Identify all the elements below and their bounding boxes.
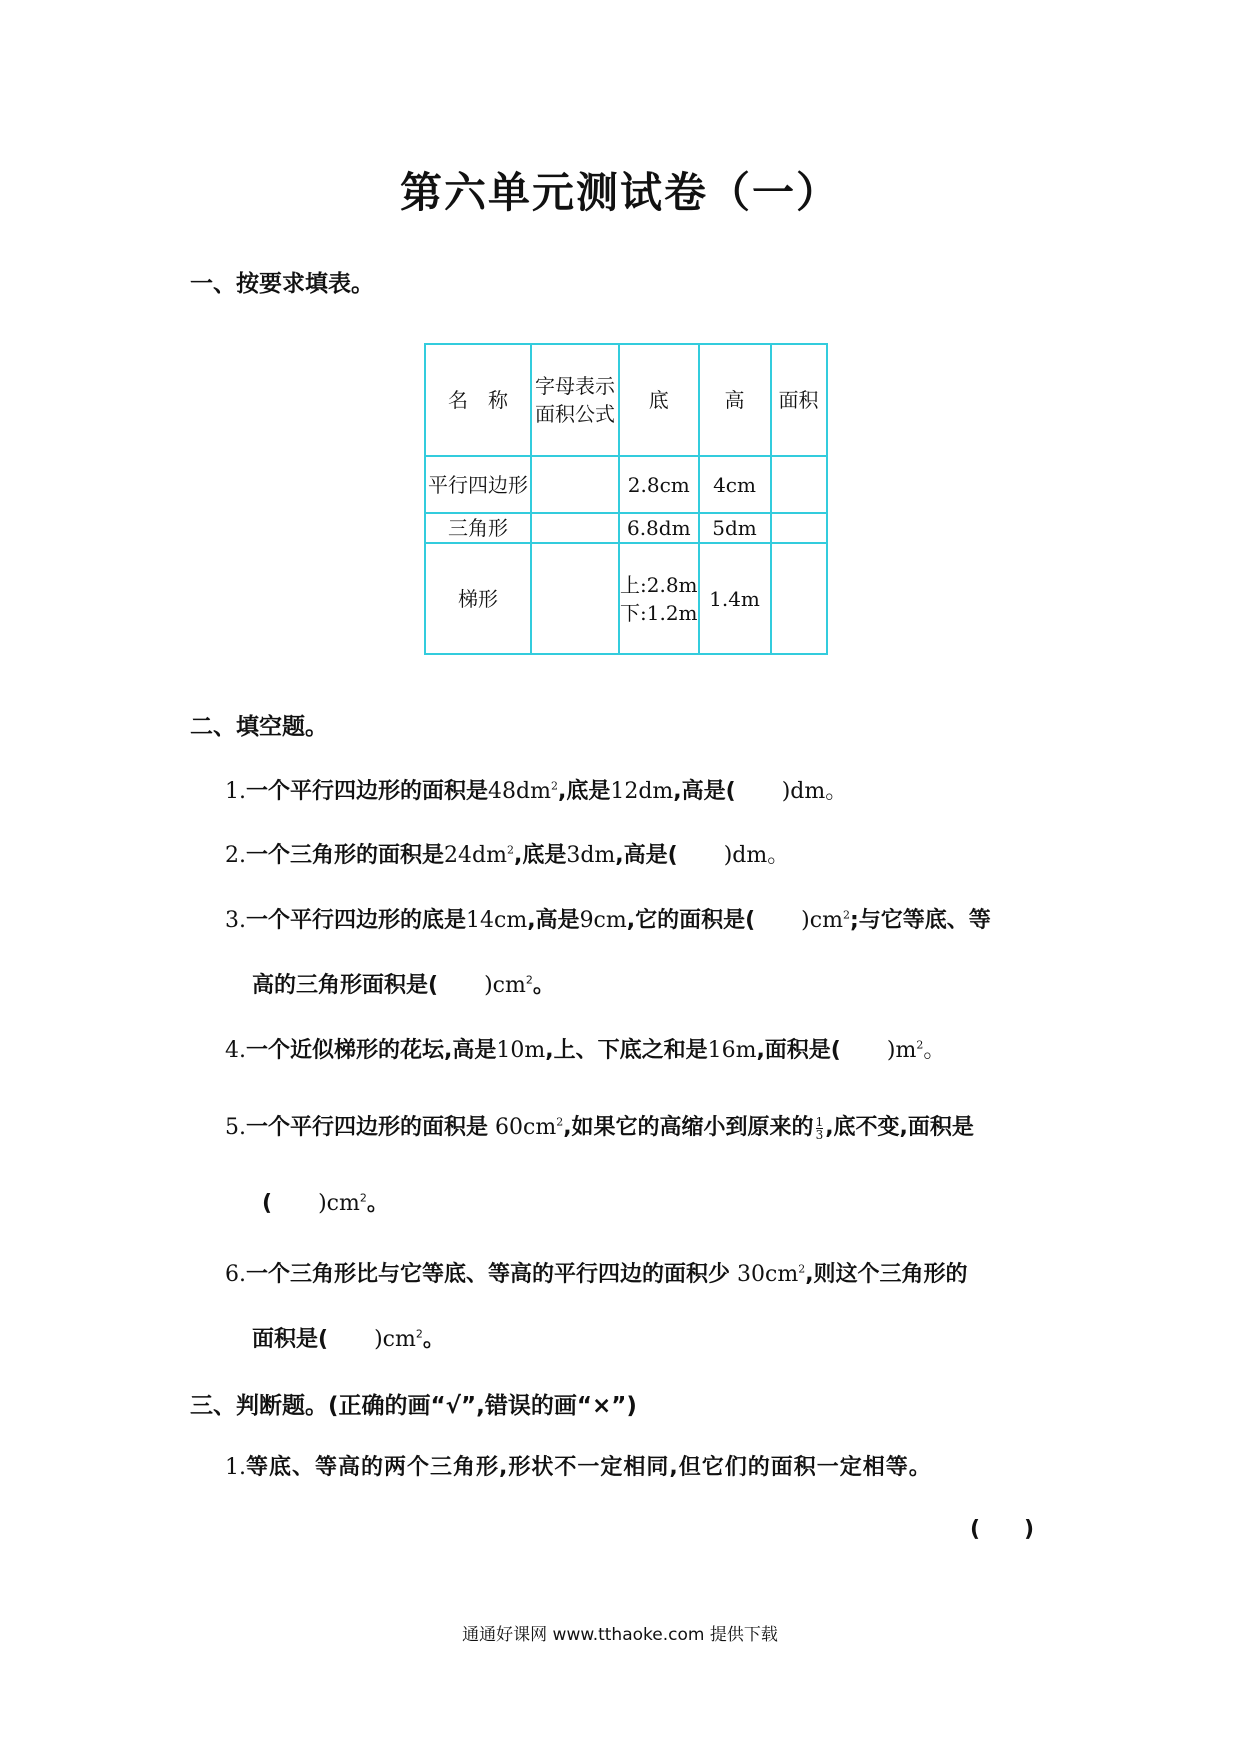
cell-area — [771, 513, 827, 543]
judge-answer-paren[interactable]: ( ) — [970, 1517, 1035, 1542]
table-row — [425, 543, 827, 654]
cell-area — [771, 543, 827, 654]
cell-area — [771, 456, 827, 513]
table-row — [425, 513, 827, 543]
cell-name: 平行四边形 — [425, 456, 531, 513]
cell-height: 4cm — [699, 456, 771, 513]
judge-question-1: 1.等底、等高的两个三角形,形状不一定相同,但它们的面积一定相等。 — [225, 1455, 932, 1480]
question-6-line-2: 面积是( )$cm^2$。 — [252, 1327, 445, 1352]
cell-base: 2.8cm — [619, 456, 699, 513]
cell-height: 1.4m — [699, 543, 771, 654]
section-3-heading: 三、判断题。(正确的画“√”,错误的画“×”) — [190, 1393, 637, 1419]
page-title: 第六单元测试卷（一） — [399, 168, 840, 217]
fraction-one-third: $\frac{1}{3}$ — [815, 1114, 824, 1142]
table-header-row — [425, 344, 827, 456]
question-5: 5.一个平行四边形的面积是 $60cm^2$,如果它的高缩小到原来的 $\frac{1}{3}$ ,底不变,面积是 — [225, 1114, 974, 1142]
question-3-line-2: 高的三角形面积是( )$cm^2$。 — [252, 973, 555, 998]
question-4: 4.一个近似梯形的花坛,高是10m,上、下底之和是16m,面积是( )$m^2$。 — [225, 1038, 946, 1063]
table-row — [425, 456, 827, 513]
cell-formula — [531, 513, 619, 543]
cell-formula — [531, 543, 619, 654]
section-1-heading: 一、按要求填表。 — [190, 271, 374, 297]
question-6: 6.一个三角形比与它等底、等高的平行四边的面积少 $30cm^2$,则这个三角形的 — [225, 1262, 968, 1287]
header-formula: 字母表示面积公式 — [531, 344, 619, 456]
cell-height: 5dm — [699, 513, 771, 543]
cell-base: 6.8dm — [619, 513, 699, 543]
header-area: 面积 — [771, 344, 827, 456]
question-3: 3.一个平行四边形的底是14cm,高是9cm,它的面积是( )$cm^2$;与它等底、等 — [225, 908, 991, 933]
question-1: 1.一个平行四边形的面积是$48dm^2$,底是12dm,高是( )dm。 — [225, 779, 848, 804]
header-name: 名 称 — [425, 344, 531, 456]
fill-table — [424, 343, 828, 655]
section-2-heading: 二、填空题。 — [190, 714, 328, 740]
footer-credit: 通通好课网 www.tthaoke.com 提供下载 — [462, 1625, 778, 1645]
header-base: 底 — [619, 344, 699, 456]
cell-formula — [531, 456, 619, 513]
cell-name: 梯形 — [425, 543, 531, 654]
cell-name: 三角形 — [425, 513, 531, 543]
cell-base: 上:2.8m 下:1.2m — [619, 543, 699, 654]
question-5-line-2: ( )$cm^2$。 — [262, 1191, 389, 1216]
header-height: 高 — [699, 344, 771, 456]
question-2: 2.一个三角形的面积是$24dm^2$,底是3dm,高是( )dm。 — [225, 843, 790, 868]
